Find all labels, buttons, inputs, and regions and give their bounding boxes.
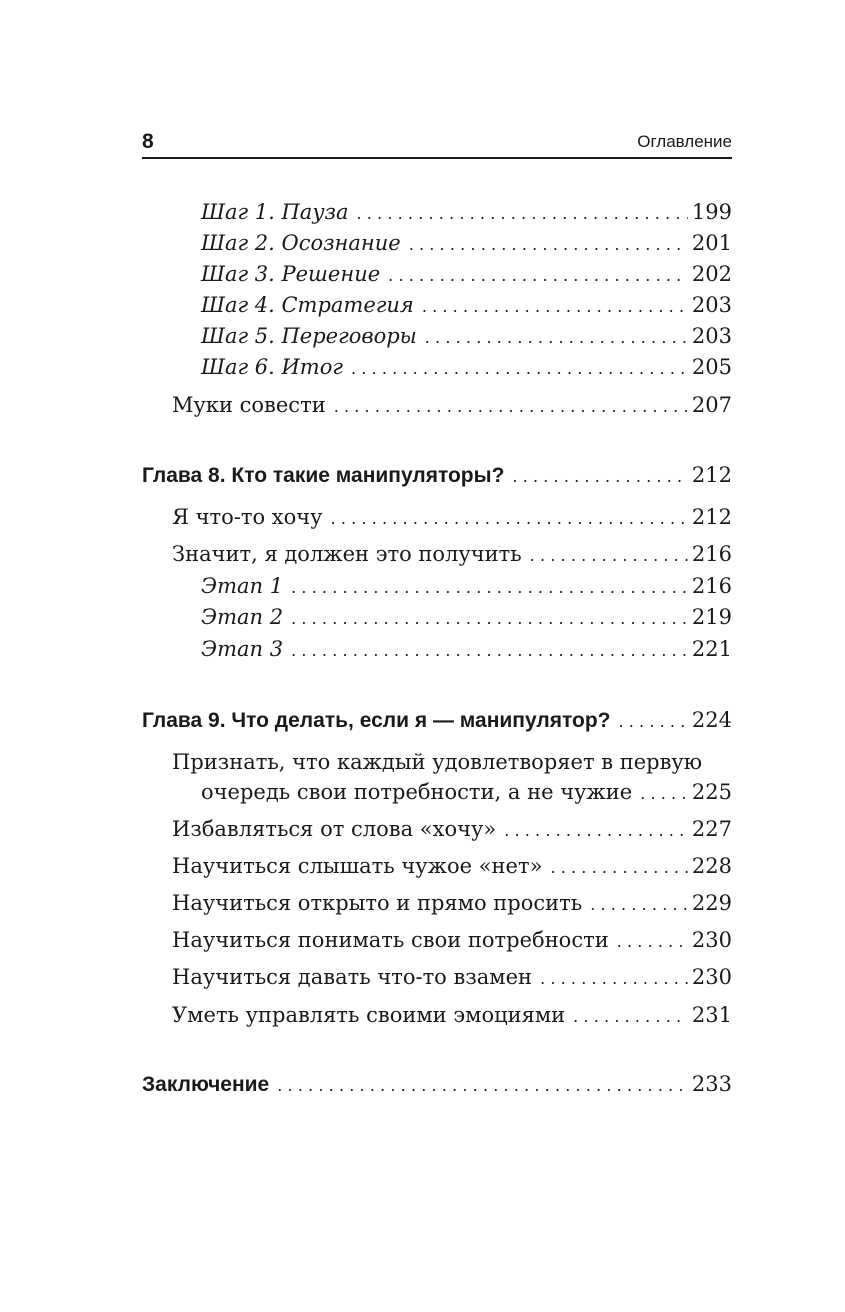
- toc-entry-page: 231: [691, 1003, 732, 1027]
- toc-entry-label: Муки совести: [172, 393, 326, 417]
- toc-chapter-title: Заключение: [142, 1073, 270, 1096]
- dot-leader: [277, 1076, 688, 1095]
- dot-leader: [422, 297, 688, 316]
- dot-leader: [356, 204, 687, 223]
- dot-leader: [351, 359, 688, 378]
- toc-entry-page: 224: [691, 708, 732, 732]
- running-title: Оглавление: [637, 132, 732, 151]
- toc-entry-ch9-section-1-line-1[interactable]: Признать, что каждый удовлетворяет в первую: [172, 750, 703, 774]
- toc-chapter-9[interactable]: [142, 708, 732, 738]
- toc-entry-stage-2[interactable]: [201, 605, 732, 635]
- toc-entry-page: 216: [691, 542, 732, 566]
- toc-entry-page: 205: [691, 355, 732, 379]
- dot-leader: [291, 578, 688, 597]
- toc-chapter-title: Глава 8. Кто такие манипуляторы?: [142, 464, 505, 487]
- toc-entry-label: Научиться понимать свои потребности: [172, 928, 609, 952]
- dot-leader: [618, 712, 687, 731]
- toc-conclusion[interactable]: [142, 1072, 732, 1102]
- toc-entry-label: Значит, я должен это получить: [172, 542, 522, 566]
- dot-leader: [530, 546, 688, 565]
- dot-leader: [425, 328, 688, 347]
- toc-entry-label: Этап 2: [201, 605, 284, 629]
- page-number: 8: [142, 130, 154, 153]
- toc-entry-page: 229: [691, 891, 732, 915]
- toc-entry-ch9-section-1[interactable]: [201, 780, 732, 810]
- toc-entry-page: 207: [691, 393, 732, 417]
- toc-entry-page: 233: [691, 1072, 732, 1096]
- toc-entry-page: 212: [691, 505, 732, 529]
- dot-leader: [640, 784, 688, 803]
- toc-entry-ch9-section-5[interactable]: [172, 928, 732, 958]
- toc-entry-label: Шаг 6. Итог: [201, 355, 343, 379]
- toc-entry-ch9-section-2[interactable]: [172, 817, 732, 847]
- toc-entry-page: 230: [691, 928, 732, 952]
- toc-entry-page: 216: [691, 574, 732, 598]
- toc-entry-page: 201: [691, 231, 732, 255]
- toc-entry-ch9-section-4[interactable]: [172, 891, 732, 921]
- toc-entry-label: Шаг 1. Пауза: [201, 200, 349, 224]
- toc-entry-step-3[interactable]: [201, 262, 732, 292]
- toc-entry-label: Этап 1: [201, 574, 284, 598]
- toc-entry-ch8-section-1[interactable]: [172, 505, 732, 535]
- dot-leader: [617, 932, 688, 951]
- dot-leader: [512, 467, 688, 486]
- toc-entry-pangs-of-conscience[interactable]: [172, 393, 732, 423]
- toc-entry-label: Научиться давать что-то взамен: [172, 965, 533, 989]
- toc-entry-step-6[interactable]: [201, 355, 732, 385]
- dot-leader: [504, 821, 688, 840]
- toc-entry-stage-3[interactable]: [201, 637, 732, 667]
- toc-chapter-title: Глава 9. Что делать, если я — манипулятор?: [142, 709, 611, 732]
- toc-entry-label: Этап 3: [201, 637, 284, 661]
- toc-entry-page: 212: [691, 463, 732, 487]
- toc-entry-ch8-section-2[interactable]: [172, 542, 732, 572]
- toc-entry-page: 203: [691, 324, 732, 348]
- toc-entry-step-4[interactable]: [201, 293, 732, 323]
- dot-leader: [331, 509, 688, 528]
- toc-entry-ch9-section-3[interactable]: [172, 854, 732, 884]
- toc-entry-page: 221: [691, 637, 732, 661]
- dot-leader: [334, 397, 688, 416]
- toc-chapter-8[interactable]: [142, 463, 732, 493]
- toc-entry-label: Я что-то хочу: [172, 505, 323, 529]
- toc-entry-label: Научиться слышать чужое «нет»: [172, 854, 543, 878]
- dot-leader: [291, 641, 688, 660]
- dot-leader: [573, 1007, 688, 1026]
- toc-entry-page: 203: [691, 293, 732, 317]
- dot-leader: [409, 235, 688, 254]
- toc-entry-stage-1[interactable]: [201, 574, 732, 604]
- toc-entry-page: 199: [691, 200, 732, 224]
- toc-entry-label: Шаг 5. Переговоры: [201, 324, 417, 348]
- toc-entry-step-1[interactable]: [201, 200, 732, 230]
- dot-leader: [540, 969, 688, 988]
- toc-entry-page: 230: [691, 965, 732, 989]
- toc-entry-page: 225: [691, 780, 732, 804]
- dot-leader: [291, 609, 688, 628]
- toc-entry-page: 228: [691, 854, 732, 878]
- toc-entry-label: очередь свои потребности, а не чужие: [201, 780, 633, 804]
- dot-leader: [388, 266, 688, 285]
- toc-entry-ch9-section-7[interactable]: [172, 1003, 732, 1033]
- toc-entry-label: Уметь управлять своими эмоциями: [172, 1003, 566, 1027]
- toc-entry-label: Научиться открыто и прямо просить: [172, 891, 583, 915]
- toc-entry-page: 227: [691, 817, 732, 841]
- dot-leader: [550, 858, 687, 877]
- toc-entry-label: Шаг 4. Стратегия: [201, 293, 414, 317]
- toc-entry-step-2[interactable]: [201, 231, 732, 261]
- toc-entry-ch9-section-6[interactable]: [172, 965, 732, 995]
- toc-entry-label: Шаг 2. Осознание: [201, 231, 401, 255]
- dot-leader: [590, 895, 688, 914]
- toc-entry-page: 219: [691, 605, 732, 629]
- toc-entry-label: Избавляться от слова «хочу»: [172, 817, 497, 841]
- toc-entry-page: 202: [691, 262, 732, 286]
- toc-entry-step-5[interactable]: [201, 324, 732, 354]
- toc-entry-label: Шаг 3. Решение: [201, 262, 381, 286]
